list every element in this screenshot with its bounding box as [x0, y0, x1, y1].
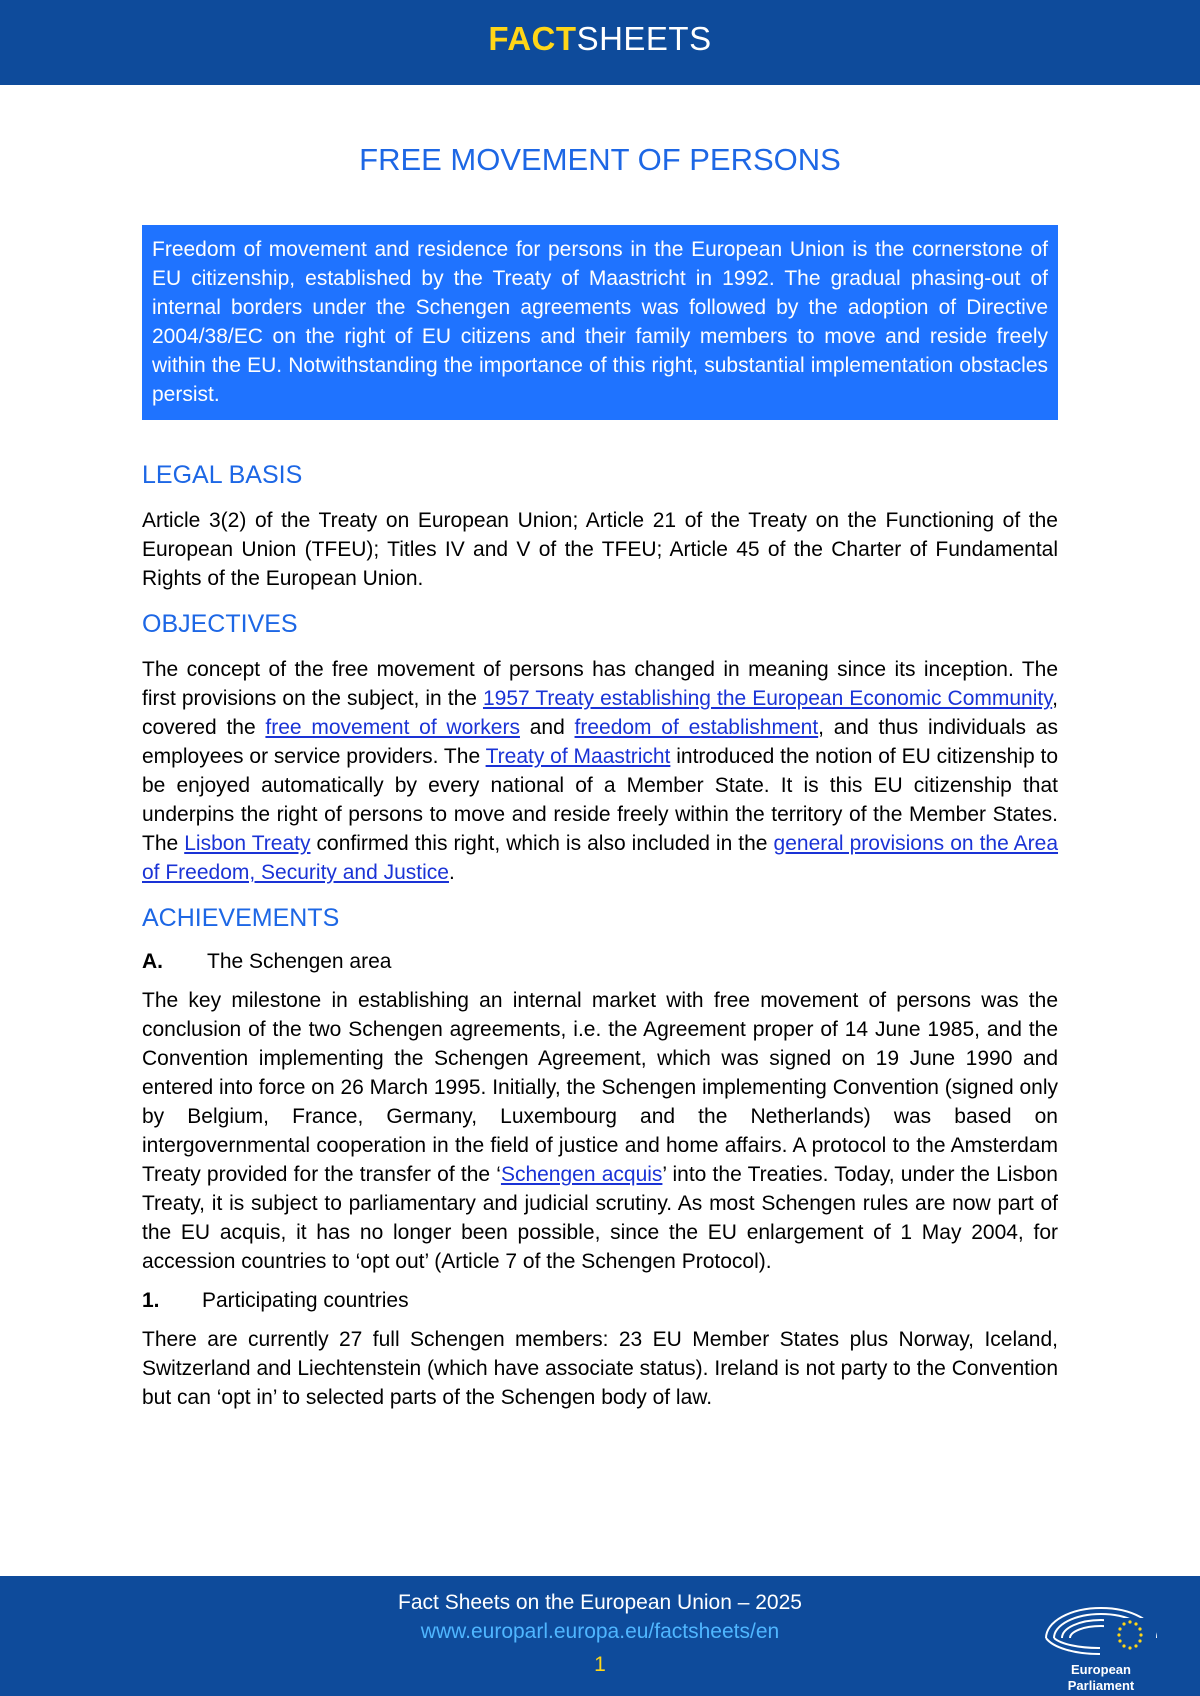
link-free-movement-of-workers[interactable]: free movement of workers [265, 716, 520, 739]
factsheets-logo [488, 19, 711, 59]
header-bar [0, 0, 1200, 85]
logo-sheets: SHEETS [576, 20, 712, 57]
objectives-text-6: confirmed this right, which is also included in the [310, 832, 774, 855]
page-title: FREE MOVEMENT OF PERSONS [359, 142, 841, 177]
subsection-1-number: 1. [142, 1289, 160, 1312]
summary-box: Freedom of movement and residence for persons in the European Union is the cornerstone of EU citizenship, established by the Treaty of Maastricht in 1992. The gradual phasing-out of internal borders under the Schengen agreements was followed by the adoption of Directive 2004/38/EC on the right of EU citizens and their family members to move and reside freely within the EU. Notwithstanding the importance of this right, substantial implementation obstacles persist. [142, 225, 1058, 420]
footer-bar [0, 1576, 1200, 1696]
subsection-a-number: A. [142, 950, 163, 973]
footer-url-link[interactable]: www.europarl.europa.eu/factsheets/en [420, 1620, 780, 1643]
link-schengen-acquis[interactable]: Schengen acquis [500, 1163, 663, 1186]
subsection-1-title: Participating countries [202, 1289, 409, 1312]
objectives-text-7: . [448, 861, 455, 884]
subsection-1-heading [142, 1286, 1058, 1315]
european-parliament-logo [1040, 1590, 1162, 1693]
subsection-a-heading [142, 947, 1058, 976]
participating-countries-text: There are currently 27 full Schengen members: 23 EU Member States plus Norway, Iceland, Switzerland and Liechtenstein (which have associate status). Ireland is not party to the Convention but can ‘opt in’ to selected parts of the Schengen body of law. [142, 1328, 1058, 1409]
legal-basis-text: Article 3(2) of the Treaty on European Union; Article 21 of the Treaty on the Functioning of the European Union (TFEU); Titles IV and V of the TFEU; Article 45 of the Charter of Fundamental Rights of the European Union. [142, 509, 1058, 590]
achievements-heading: ACHIEVEMENTS [142, 904, 340, 932]
link-treaty-of-maastricht[interactable]: Treaty of Maastricht [485, 745, 671, 768]
schengen-text-2: ’ into the Treaties. Today, under the Lisbon Treaty, it is subject to parliamentary and judicial scrutiny. As most Schengen rules are now part of the EU acquis, it has no longer been possible, since the EU enlargement of 1 May 2004, for accession countries to ‘opt out’ (Article 7 of the Schengen Protocol). [142, 1163, 1058, 1273]
objectives-text [142, 655, 1058, 887]
link-area-of-freedom-security-justice[interactable]: general provisions on the Area of Freedom, Security and Justice [142, 832, 1059, 884]
european-parliament-label: European Parliament [1067, 1662, 1135, 1693]
objectives-text-2: , covered the [142, 687, 1059, 739]
objectives-text-3: and [519, 716, 575, 739]
objectives-text-1: The concept of the free movement of persons has changed in meaning since its inception. The first provisions on the subject, in the [142, 658, 1058, 710]
footer-title: Fact Sheets on the European Union – 2025 [398, 1591, 802, 1614]
objectives-heading: OBJECTIVES [142, 610, 298, 638]
subsection-a-title: The Schengen area [207, 950, 392, 973]
link-lisbon-treaty[interactable]: Lisbon Treaty [184, 832, 311, 855]
schengen-text-1: The key milestone in establishing an internal market with free movement of persons was the conclusion of the two Schengen agreements, i.e. the Agreement proper of 14 June 1985, and the Convention implementing the Schengen Agreement, which was signed on 19 June 1990 and entered into force on 26 March 1995. Initially, the Schengen implementing Convention (signed only by Belgium, France, Germany, Luxembourg and the Netherlands) was based on intergovernmental cooperation in the field of justice and home affairs. A protocol to the Amsterdam Treaty provided for the transfer of the ‘ [142, 989, 1059, 1186]
link-freedom-of-establishment[interactable]: freedom of establishment [574, 716, 819, 739]
schengen-area-text [142, 986, 1058, 1276]
main-content [142, 456, 1058, 1412]
objectives-text-5: introduced the notion of EU citizenship to be enjoyed automatically by every national of a Member State. It is this EU citizenship that underpins the right of persons to move and reside freely within the territory of the Member States. The [142, 745, 1059, 855]
hemicycle-icon [1040, 1590, 1162, 1662]
legal-basis-heading: LEGAL BASIS [142, 461, 303, 489]
page-number: 1 [594, 1653, 606, 1676]
logo-fact: FACT [488, 20, 577, 57]
link-1957-treaty[interactable]: 1957 Treaty establishing the European Economic Community [482, 687, 1053, 710]
objectives-text-4: , and thus individuals as employees or service providers. The [142, 716, 1058, 768]
